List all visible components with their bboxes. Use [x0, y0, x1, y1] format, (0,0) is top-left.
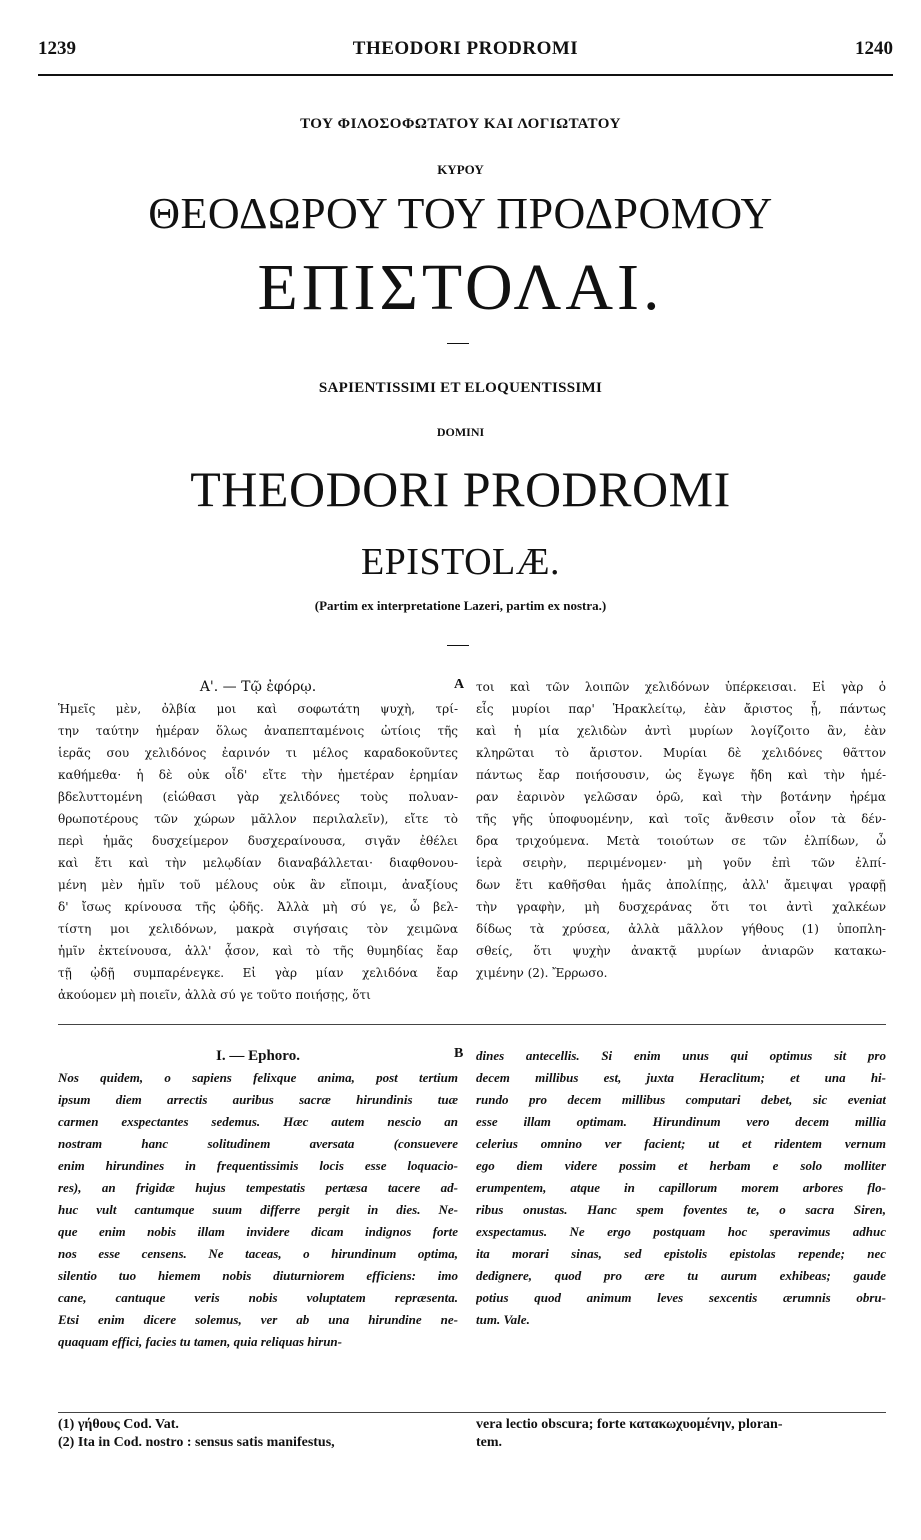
text-line: δρα τριχούμενα. Μετὰ τοιούτων σε τῶν ἐλπίδων, ὦ: [476, 834, 886, 848]
footnote-line: (1) γήθους Cod. Vat.: [58, 1417, 179, 1432]
text-line: que enim nobis illam invidere dicam indignos forte: [58, 1224, 458, 1239]
footnotes-right: [476, 1416, 886, 1452]
text-line: rundo pro decem millibus computari debet, sic eveniat: [476, 1092, 886, 1107]
text-line: δ' ἴσως κρίνουσα τῆς ᾠδῆς. Ἀλλὰ μὴ σύ γε, ὦ βελ-: [58, 900, 458, 914]
text-line: δίδως τὰ χρύσεα, ἀλλὰ μᾶλλον γήθους (1) ὑποπλη-: [476, 922, 886, 936]
text-line: ita morari sinas, sed epistolis epistolas repende; nec: [476, 1246, 886, 1261]
footnote-rule: [58, 1412, 886, 1413]
header-rule: [38, 74, 893, 76]
greek-text-left-column: [58, 676, 458, 1006]
text-line: nostram hanc solitudinem aversata (consuevere: [58, 1136, 458, 1151]
text-line: ribus onustas. Hanc spem foventes te, o sacra Siren,: [476, 1202, 886, 1217]
text-line: quaquam effici, facies tu tamen, quia reliquas hirun-: [58, 1334, 342, 1349]
text-line: exspectamus. Ne ergo postquam hoc speravimus adhuc: [476, 1224, 886, 1239]
text-line: ipsum diem arrectis auribus sacræ hirundinis tuæ: [58, 1092, 458, 1107]
text-line: esse illam optimam. Hirundinum vero decem millia: [476, 1114, 886, 1129]
latin-superscription-2: DOMINI: [436, 425, 485, 439]
latin-work-title: EPISTOLÆ.: [360, 541, 561, 583]
text-line: ego diem videre possim et herbam e solo molliter: [476, 1158, 886, 1173]
text-line: καθήμεθα· ἡ δὲ οὐκ οἶδ' εἴτε τὴν ἡμετέραν ἐρημίαν: [58, 768, 458, 782]
text-line: τοι καὶ τῶν λοιπῶν χελιδόνων ὑπέρκεισαι. Εἰ γὰρ ὁ: [476, 680, 886, 694]
text-line: καὶ ἔτι καὶ τὴν μελῳδίαν διαναβάλλεται· διαφθονου-: [58, 856, 458, 870]
text-line: nos esse censens. Ne taceas, o hirundinum optima,: [58, 1246, 458, 1261]
running-title: THEODORI PRODROMI: [352, 38, 579, 59]
right-page-number: 1240: [855, 38, 893, 59]
translation-note: (Partim ex interpretatione Lazeri, partim ex nostra.): [314, 598, 607, 613]
text-line: Nos quidem, o sapiens felixque anima, post tertium: [58, 1070, 458, 1085]
text-line: celerius omnino ver facient; ut et ridentem vernum: [476, 1136, 886, 1151]
title-dash-1: [447, 343, 469, 344]
latin-author-title: THEODORI PRODROMI: [190, 461, 731, 517]
text-line: χιμένην (2). Ἔρρωσο.: [476, 966, 608, 980]
text-line: την ταύτην ἡμέραν ὅλως ἀναπεπταμένοις ὠτίοις τῆς: [58, 724, 458, 738]
left-page-number: 1239: [38, 38, 76, 59]
text-line: σθείς, ὅτι ψυχὴν ἀνακτᾷ μυρίων ἀνιαρῶν κατακω-: [476, 944, 886, 958]
section-marker-b: B: [454, 1046, 464, 1061]
text-line: erumpentem, atque in capillorum morem arbores flo-: [476, 1180, 886, 1195]
latin-superscription-1: SAPIENTISSIMI ET ELOQUENTISSIMI: [318, 380, 603, 396]
text-line: ραν ἐαρινὸν γελῶσαν ὁρῶ, καὶ τὴν βοτάνην ἠρέμα: [476, 790, 886, 804]
greek-author-title: ΘΕΟΔΩΡΟΥ ΤΟΥ ΠΡΟΔΡΟΜΟΥ: [148, 189, 773, 238]
text-line: βδελυττομένη (εἰώθασι γὰρ χελιδόνες τοὺς πολυαν-: [58, 790, 458, 804]
text-line: dedignere, quod pro ære tu aurum exhibeas; gaude: [476, 1268, 886, 1283]
text-line: Ἡμεῖς μὲν, ὀλβία μοι καὶ σοφωτάτη ψυχὴ, τρί-: [58, 702, 458, 716]
text-line: ἱερὰ σειρὴν, περιμένομεν· μὴ γοῦν ἐπὶ τῶν ἐλπί-: [476, 856, 886, 870]
text-line: dines antecellis. Si enim unus qui optimus sit pro: [476, 1048, 886, 1063]
text-line: μένη μὲν ἡμῖν τοῦ μέλους οὐκ ἂν εἴποιμι, ἀναξίους: [58, 878, 458, 892]
text-line: ἀκούομεν μὴ ποιεῖν, ἀλλὰ σύ γε τοῦτο ποιήσῃς, ὅτι: [58, 988, 371, 1002]
text-line: silentio tuo hiemem nobis diuturniorem efficiens: imo: [58, 1268, 458, 1283]
text-line: tum. Vale.: [476, 1312, 530, 1327]
text-line: τὴν γραφὴν, μὴ δυσχεράνας ὅτι τοι ἀντὶ χαλκέων: [476, 900, 886, 914]
text-line: τίστη μοι χελιδόνων, μακρὰ σιγήσαις τὸν χειμῶνα: [58, 922, 458, 936]
text-line: περὶ ἡμᾶς δυσχείμερον δυσχεραίνουσα, σιγᾶν ἐθέλει: [58, 834, 458, 848]
footnotes-left: [58, 1416, 458, 1452]
text-line: cane, cantuque veris nobis voluptatem repræsenta.: [58, 1290, 458, 1305]
running-head: [38, 34, 893, 64]
text-line: carmen exspectantes sedemus. Hæc autem nescio an: [58, 1114, 458, 1129]
letter-heading-latin: I. — Ephoro.: [216, 1048, 300, 1064]
text-line: enim hirundines in frequentissimis locis esse loquacio-: [58, 1158, 458, 1173]
text-line: decem millibus est, juxta Heraclitum; et una hi-: [476, 1070, 886, 1085]
text-line: τῇ ᾠδῇ συμπαρένεγκε. Εἰ γὰρ μίαν χελιδόνα ἔαρ: [58, 966, 458, 980]
text-line: θρωποτέρους τῶν χώρων μᾶλλον περιλαλεῖν), εἴτε τὸ: [58, 812, 458, 826]
title-dash-2: [447, 645, 469, 646]
greek-work-title: ΕΠΙΣΤΟΛΑΙ.: [257, 251, 664, 324]
text-line: ἱερᾶς σου χελιδόνος ἐαρινόν τι μέλος καραδοκοῦντες: [58, 746, 458, 760]
text-line: potius quod animum leves sexcentis ærumnis obru-: [476, 1290, 886, 1305]
text-line: κληρῶται τὸ ἄριστον. Μυρίαι δὲ χελιδόνες θᾶττον: [476, 746, 886, 760]
letter-heading-greek: Α'. — Τῷ ἐφόρῳ.: [199, 679, 317, 695]
text-line: καὶ ἡ μία χελιδὼν ἀντὶ μυρίων λογίζοιτο ἂν, ἐὰν: [476, 724, 886, 738]
footnote-line: vera lectio obscura; forte κατακωχυομένην, ploran-: [476, 1417, 783, 1432]
greek-text-right-column: [476, 676, 886, 984]
text-line: δων ἔτι καθῆσθαι ἡμᾶς ἀπολίπῃς, ἀλλ' ἄμειψαι γραφῇ: [476, 878, 886, 892]
text-line: res), an frigidæ hujus tempestatis pertæsa tacere ad-: [58, 1180, 458, 1195]
column-section-rule: [58, 1024, 886, 1025]
greek-superscription-2: ΚΥΡΟΥ: [437, 162, 484, 177]
footnote-line: tem.: [476, 1435, 503, 1450]
text-line: τῆς γῆς ὑποφυομένην, καὶ τοῖς ἄνθεσιν οἷον τὰ δέν-: [476, 812, 886, 826]
text-line: Etsi enim dicere solemus, ver ab una hirundine ne-: [58, 1312, 458, 1327]
greek-superscription-1: ΤΟΥ ΦΙΛΟΣΟΦΩΤΑΤΟΥ ΚΑΙ ΛΟΓΙΩΤΑΤΟΥ: [300, 116, 621, 132]
text-line: ἡμῖν ἐκτείνουσα, ἀλλ' ᾆσον, καὶ τὸ τῆς θυμηδίας ἔαρ: [58, 944, 458, 958]
text-line: εἷς μυρίοι παρ' Ἡρακλείτῳ, ἐὰν ἄριστος ᾖ, πάντως: [476, 702, 886, 716]
text-line: πάντως ἔαρ ποιήσουσιν, ὡς ἔγωγε ἤδη καὶ τὴν ἡμέ-: [476, 768, 886, 782]
text-line: huc vult cantumque suum differre pergit in dies. Ne-: [58, 1202, 458, 1217]
latin-text-right-column: [476, 1045, 886, 1331]
footnote-line: (2) Ita in Cod. nostro : sensus satis manifestus,: [58, 1435, 335, 1450]
latin-text-left-column: [58, 1045, 458, 1353]
section-marker-a: A: [454, 677, 465, 692]
